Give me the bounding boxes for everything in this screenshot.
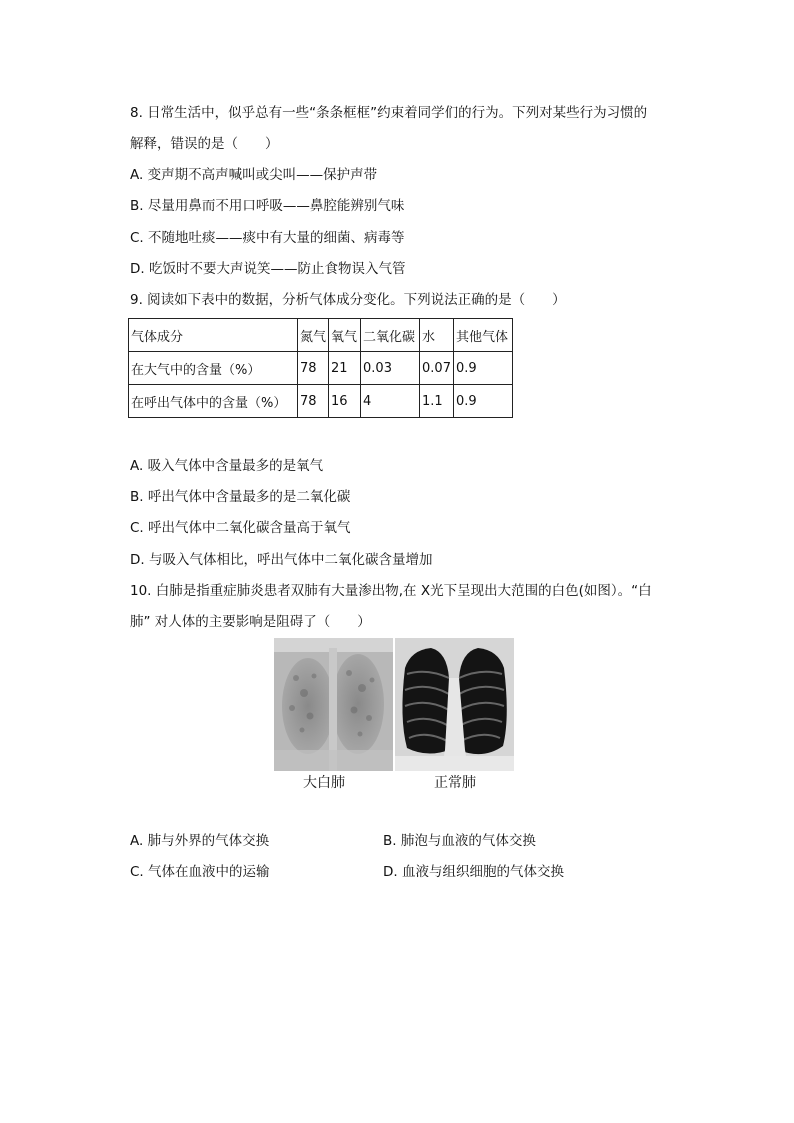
q8-option-d: D. 吃饭时不要大声说笑——防止食物误入气管	[130, 261, 406, 277]
table-header-cell: 气体成分	[129, 319, 298, 352]
table-cell: 0.9	[453, 352, 512, 385]
table-cell: 0.03	[361, 352, 420, 385]
q10-option-a: A. 肺与外界的气体交换	[130, 833, 270, 849]
normal-lung-xray-image	[395, 638, 514, 771]
white-lung-xray-image	[274, 638, 393, 771]
q8-option-b: B. 尽量用鼻而不用口呼吸——鼻腔能辨别气味	[130, 198, 405, 214]
q9-option-d: D. 与吸入气体相比，呼出气体中二氧化碳含量增加	[130, 552, 433, 568]
q10-option-d: D. 血液与组织细胞的气体交换	[383, 864, 564, 880]
table-row	[129, 352, 513, 385]
table-header-cell: 其他气体	[453, 319, 512, 352]
table-row	[129, 385, 513, 418]
q8-stem-line2: 解释，错误的是（ ）	[130, 136, 279, 152]
q10-stem-line2: 肺” 对人体的主要影响是阻碍了（ ）	[130, 614, 371, 630]
table-header-row	[129, 319, 513, 352]
table-cell: 16	[329, 385, 361, 418]
q10-stem-line1: 10. 白肺是指重症肺炎患者双肺有大量渗出物,在 X光下呈现出大范围的白色(如图）。“白	[130, 583, 652, 599]
table-header-cell: 二氧化碳	[361, 319, 420, 352]
table-cell: 0.07	[420, 352, 454, 385]
q8-option-a: A. 变声期不高声喊叫或尖叫——保护声带	[130, 167, 378, 183]
table-cell: 0.9	[453, 385, 512, 418]
table-cell: 21	[329, 352, 361, 385]
figure-caption-normal-lung: 正常肺	[434, 775, 476, 791]
table-cell: 在大气中的含量（%）	[129, 352, 298, 385]
q9-option-c: C. 呼出气体中二氧化碳含量高于氧气	[130, 520, 351, 536]
table-header-cell: 水	[420, 319, 454, 352]
table-header-cell: 氧气	[329, 319, 361, 352]
q8-option-c: C. 不随地吐痰——痰中有大量的细菌、病毒等	[130, 230, 405, 246]
q9-stem: 9. 阅读如下表中的数据，分析气体成分变化。下列说法正确的是（ ）	[130, 292, 566, 308]
table-cell: 1.1	[420, 385, 454, 418]
figure-caption-white-lung: 大白肺	[303, 775, 345, 791]
table-cell: 在呼出气体中的含量（%）	[129, 385, 298, 418]
gas-composition-table	[128, 318, 513, 418]
table-cell: 78	[298, 385, 329, 418]
q9-option-a: A. 吸入气体中含量最多的是氧气	[130, 458, 324, 474]
q8-stem-line1: 8. 日常生活中，似乎总有一些“条条框框”约束着同学们的行为。下列对某些行为习惯的	[130, 105, 648, 121]
q9-option-b: B. 呼出气体中含量最多的是二氧化碳	[130, 489, 351, 505]
table-cell: 4	[361, 385, 420, 418]
table-cell: 78	[298, 352, 329, 385]
table-header-cell: 氮气	[298, 319, 329, 352]
q10-option-c: C. 气体在血液中的运输	[130, 864, 270, 880]
q10-option-b: B. 肺泡与血液的气体交换	[383, 833, 536, 849]
